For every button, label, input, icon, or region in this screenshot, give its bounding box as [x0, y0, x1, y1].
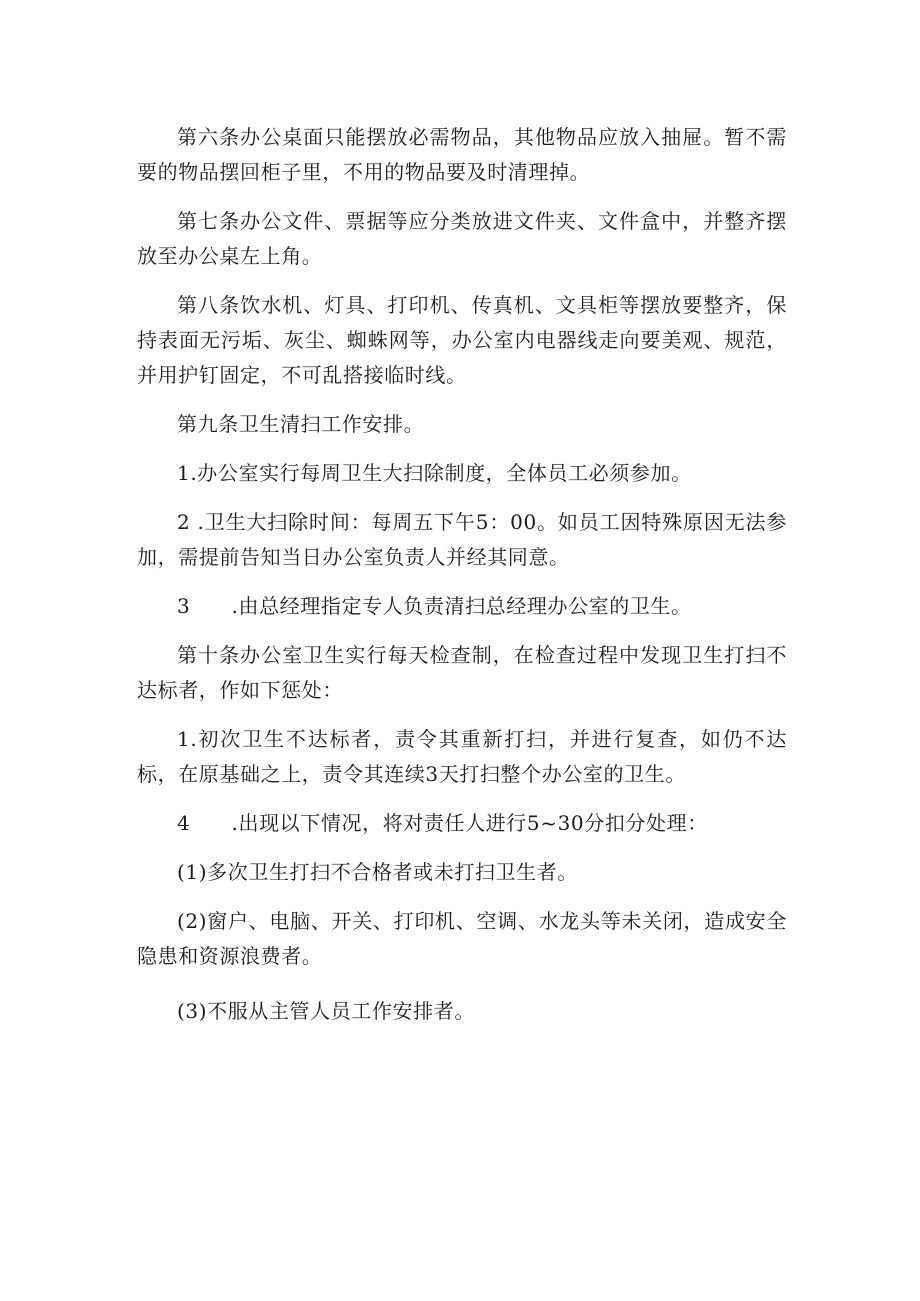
document-body [137, 120, 787, 1029]
article-10-item-4: 4 .出现以下情况，将对责任人进行5~30分扣分处理： [177, 811, 708, 835]
article-9: 第九条卫生清扫工作安排。 [177, 412, 425, 436]
article-10-sub-3: (3)不服从主管人员工作安排者。 [177, 999, 475, 1023]
article-8: 第八条饮水机、灯具、打印机、传真机、文具柜等摆放要整齐，保持表面无污垢、灰尘、蜘蛛网等，办公室内电器线走向要美观、规范，并用护钉固定，不可乱搭接临时线。 [137, 293, 787, 387]
article-10-item-1: 1.初次卫生不达标者，责令其重新打扫，并进行复查，如仍不达标，在原基础之上，责令其连续3天打扫整个办公室的卫生。 [137, 727, 787, 786]
article-10-sub-2: (2)窗户、电脑、开关、打印机、空调、水龙头等未关闭，造成安全隐患和资源浪费者。 [137, 909, 787, 968]
article-9-item-2: 2 .卫生大扫除时间：每周五下午5：00。如员工因特殊原因无法参加，需提前告知当日办公室负责人并经其同意。 [137, 510, 787, 569]
article-7: 第七条办公文件、票据等应分类放进文件夹、文件盒中，并整齐摆放至办公桌左上角。 [137, 209, 787, 268]
article-9-item-3: 3 .由总经理指定专人负责清扫总经理办公室的卫生。 [177, 594, 692, 618]
article-10-sub-1: (1)多次卫生打扫不合格者或未打扫卫生者。 [177, 860, 578, 884]
article-10: 第十条办公室卫生实行每天检查制，在检查过程中发现卫生打扫不达标者，作如下惩处： [137, 643, 787, 702]
article-9-item-1: 1.办公室实行每周卫生大扫除制度，全体员工必须参加。 [177, 461, 692, 485]
article-6: 第六条办公桌面只能摆放必需物品，其他物品应放入抽屉。暂不需要的物品摆回柜子里，不用的物品要及时清理掉。 [137, 125, 787, 184]
